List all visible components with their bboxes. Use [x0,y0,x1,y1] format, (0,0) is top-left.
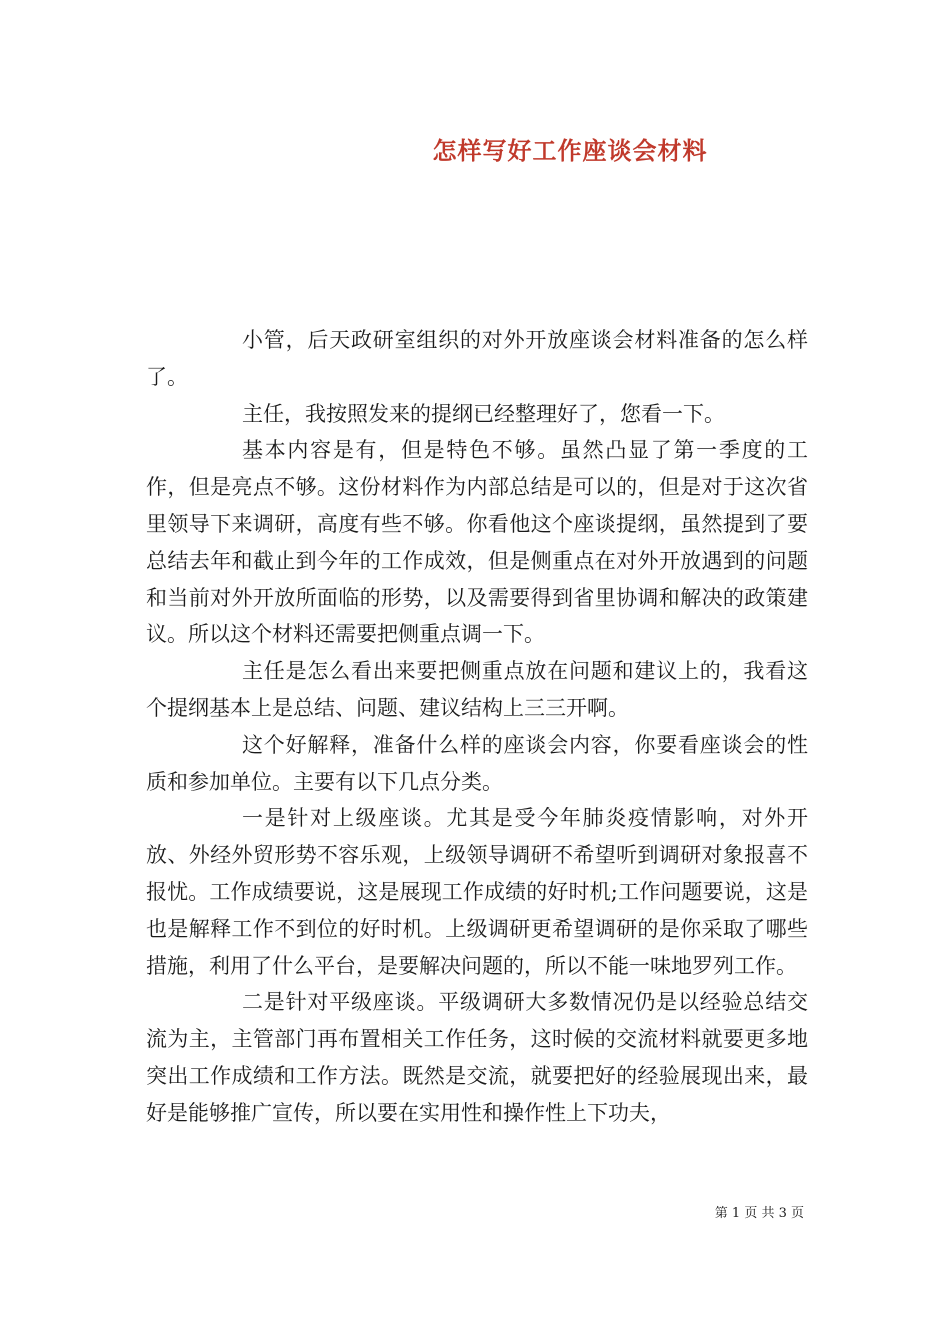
paragraph-5: 这个好解释，准备什么样的座谈会内容，你要看座谈会的性质和参加单位。主要有以下几点分类。 [146,732,808,794]
paragraph-7: 二是针对平级座谈。平级调研大多数情况仍是以经验总结交流为主，主管部门再布置相关工作任务，这时候的交流材料就要更多地突出工作成绩和工作方法。既然是交流，就要把好的经验展现出来，最好是能够推广宣传，所以要在实用性和操作性上下功夫， [146,990,808,1125]
paragraph-4: 主任是怎么看出来要把侧重点放在问题和建议上的，我看这个提纲基本上是总结、问题、建议结构上三三开啊。 [146,659,808,720]
document-body [146,322,808,1132]
paragraph-1: 小管，后天政研室组织的对外开放座谈会材料准备的怎么样了。 [146,328,808,389]
document-title: 怎样写好工作座谈会材料 [432,136,708,165]
paragraph-3: 基本内容是有，但是特色不够。虽然凸显了第一季度的工作，但是亮点不够。这份材料作为内部总结是可以的，但是对于这次省里领导下来调研，高度有些不够。你看他这个座谈提纲，虽然提到了要总结去年和截止到今年的工作成效，但是侧重点在对外开放遇到的问题和当前对外开放所面临的形势，以及需要得到省里协调和解决的政策建议。所以这个材料还需要把侧重点调一下。 [146,438,808,647]
paragraph-2: 主任，我按照发来的提纲已经整理好了，您看一下。 [242,401,725,426]
paragraph-6: 一是针对上级座谈。尤其是受今年肺炎疫情影响，对外开放、外经外贸形势不容乐观，上级领导调研不希望听到调研对象报喜不报忧。工作成绩要说，这是展现工作成绩的好时机;工作问题要说，这是也是解释工作不到位的好时机。上级调研更希望调研的是你采取了哪些措施，利用了什么平台，是要解决问题的，所以不能一味地罗列工作。 [146,806,808,978]
page-number-footer: 第 1 页 共 3 页 [714,1206,804,1221]
